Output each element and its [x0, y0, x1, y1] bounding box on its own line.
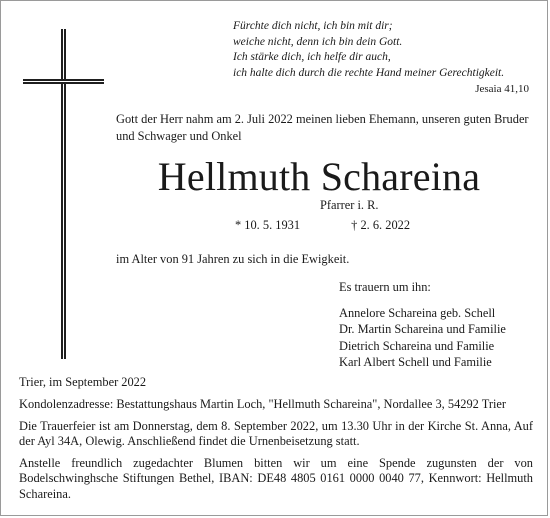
condolence-address: Kondolenzadresse: Bestattungshaus Martin Loch, "Hellmuth Schareina", Nordallee 3, 54292 Trier [19, 397, 507, 411]
mourner-name: Dr. Martin Schareina und Familie [339, 322, 506, 336]
mourner-name: Annelore Schareina geb. Schell [339, 305, 496, 320]
mourners-heading: Es trauern um ihn: [339, 280, 431, 294]
verse-line: Fürchte dich nicht, ich bin mit dir; [233, 20, 393, 32]
age-text: im Alter von 91 Jahren zu sich in die Ewigkeit. [116, 252, 350, 266]
notes-block [19, 397, 533, 502]
donation-info: Anstelle freundlich zugedachter Blumen bitten wir um eine Spende zugunsten der von Bodelschwinghsche Stiftungen Bethel, IBAN: DE48 4805 0161 0000 0040 77, Kennwort: Hellmuth Schareina. [19, 455, 533, 501]
intro-text: Gott der Herr nahm am 2. Juli 2022 meinen lieben Ehemann, unseren guten Bruder und Schwager und Onkel [116, 112, 529, 143]
deceased-name: Hellmuth Schareina [157, 154, 481, 199]
bible-verse [233, 19, 533, 81]
verse-line: ich halte dich durch die rechte Hand meiner Gerechtigkeit. [233, 66, 505, 79]
place-date: Trier, im September 2022 [19, 375, 147, 389]
ceremony-info: Die Trauerfeier ist am Donnerstag, dem 8. September 2022, um 13.30 Uhr in der Kirche St. Anna, Auf der Ayl 34A, Olewig. Anschließend findet die Urnenbeisetzung statt. [19, 418, 533, 448]
verse-reference: Jesaia 41,10 [475, 83, 529, 95]
mourner-name: Dietrich Schareina und Familie [339, 338, 495, 353]
mourner-name: Karl Albert Schell und Familie [339, 355, 492, 369]
deceased-title: Pfarrer i. R. [320, 198, 379, 212]
life-dates [235, 218, 410, 233]
mourners-list [339, 279, 506, 371]
verse-line: Ich stärke dich, ich helfe dir auch, [233, 51, 391, 63]
cross-icon-bar [23, 79, 104, 84]
birth-date: * 10. 5. 1931 [235, 218, 301, 232]
verse-line: weiche nicht, denn ich bin dein Gott. [233, 35, 403, 48]
death-date: † 2. 6. 2022 [351, 218, 411, 232]
